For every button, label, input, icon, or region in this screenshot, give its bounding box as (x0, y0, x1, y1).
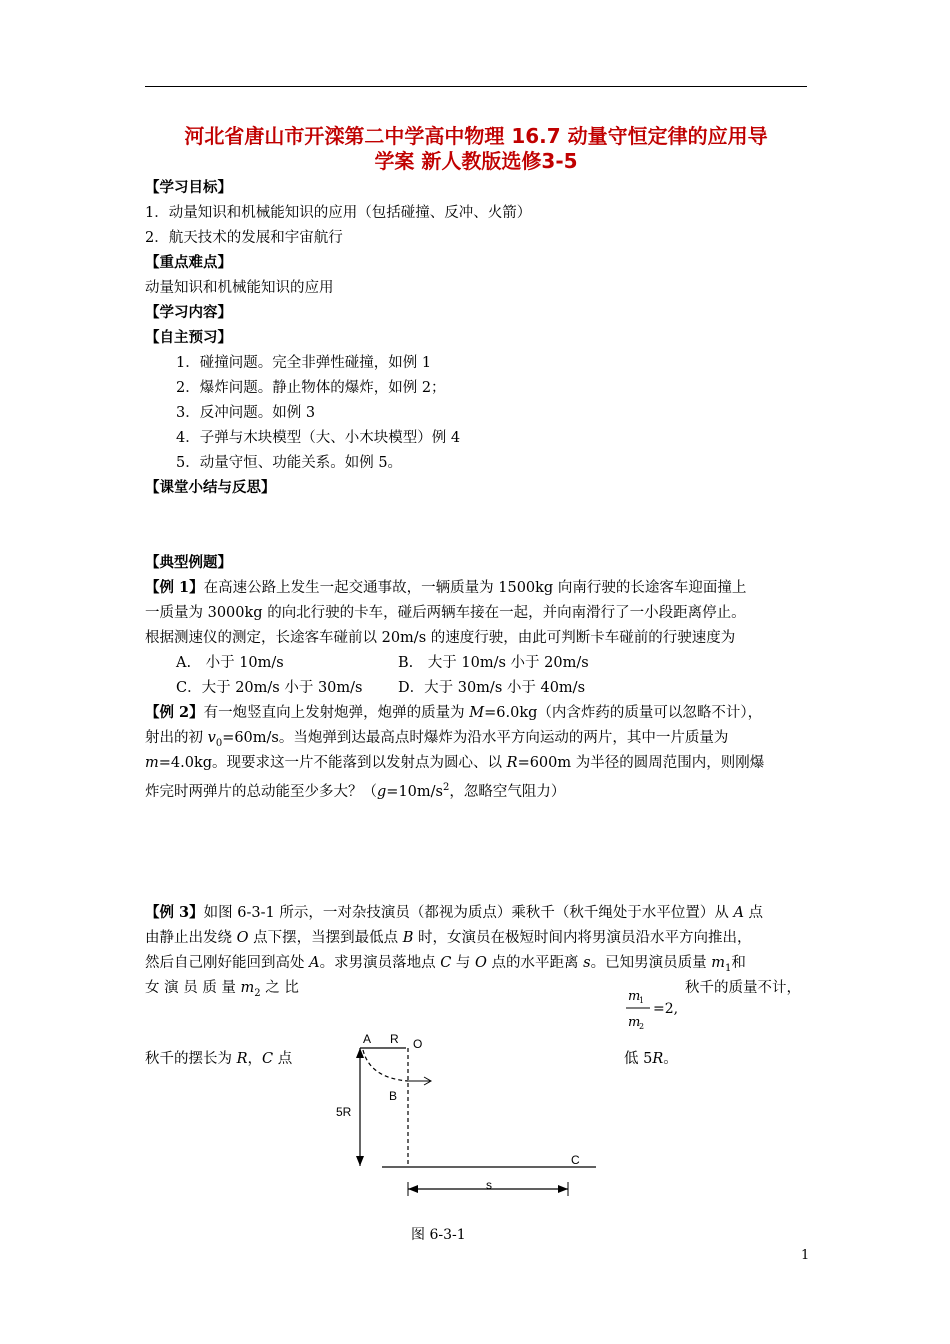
label-r: R (390, 1032, 399, 1046)
ex3-line-4: 女 演 员 质 量 $m_2$ 之 比 (145, 980, 299, 999)
preview-item-2: 2．爆炸问题。静止物体的爆炸，如例 2； (176, 380, 446, 396)
frac-denominator: m (628, 1015, 641, 1030)
label-s: s (486, 1178, 492, 1192)
title-line-1: 河北省唐山市开滦第二中学高中物理 16.7 动量守恒定律的应用导 (184, 124, 768, 148)
key-heading: 【重点难点】 (145, 254, 232, 271)
s-arrow-left (408, 1185, 418, 1193)
ex2-line-2: 射出的初 $v_0=60m/s$。当炮弹到达最高点时爆炸为沿水平方向运动的两片，其中一片质量为 (145, 730, 729, 749)
swing-arc (363, 1050, 408, 1081)
goals-heading: 【学习目标】 (145, 179, 232, 196)
frac-numerator-sub: 1 (639, 996, 645, 1005)
mass-ratio-fraction (624, 984, 684, 1034)
ex2-label: 【例 2】 (145, 704, 204, 721)
figure-caption: 图 6-3-1 (411, 1227, 466, 1243)
goal-1: 1．动量知识和机械能知识的应用（包括碰撞、反冲、火箭） (145, 205, 532, 221)
label-o: O (413, 1037, 423, 1051)
label-5r: 5R (336, 1105, 352, 1119)
key-text: 动量知识和机械能知识的应用 (145, 280, 334, 296)
ex1-option-b: B. 大于 10m/s 小于 20m/s (398, 655, 589, 671)
ex3-label: 【例 3】 (145, 904, 204, 921)
ex3-line-1: 【例 3】如图 6-3-1 所示，一对杂技演员（都视为质点）乘秋千（秋千绳处于水平位置）从 A 点 (145, 904, 764, 921)
ex3-line-2: 由静止出发绕 O 点下摆，当摆到最低点 B 时，女演员在极短时间内将男演员沿水平方向推出， (145, 930, 752, 946)
frac-denominator-sub: 2 (639, 1022, 645, 1031)
label-c: C (571, 1153, 580, 1167)
summary-heading: 【课堂小结与反思】 (145, 479, 276, 496)
ex3-line-3: 然后自己刚好能回到高处 A。求男演员落地点 C 与 O 点的水平距离 s。已知男演员质量 $m_1$和 (145, 955, 746, 974)
ex3-line-5: 秋千的摆长为 R，C 点 (145, 1051, 293, 1067)
ex1-line-3: 根据测速仪的测定，长途客车碰前以 20m/s 的速度行驶，由此可判断卡车碰前的行驶速度为 (145, 630, 736, 646)
label-b: B (389, 1089, 398, 1103)
ex1-option-d: D．大于 30m/s 小于 40m/s (398, 680, 586, 696)
ex3-line-4-right: 秋千的质量不计， (685, 980, 801, 996)
frac-numerator: m (628, 989, 641, 1004)
page-title (145, 124, 807, 174)
preview-item-1: 1．碰撞问题。完全非弹性碰撞，如例 1 (176, 355, 432, 371)
ex2-line-4: 炸完时两弹片的总动能至少多大？（$g=10m/s^2$，忽略空气阻力） (145, 782, 566, 800)
examples-heading: 【典型例题】 (145, 554, 232, 571)
ex3-line-5-right: 低 5R。 (624, 1051, 678, 1067)
ex1-option-c: C．大于 20m/s 小于 30m/s (176, 680, 363, 696)
header-rule (145, 86, 807, 87)
content-heading: 【学习内容】 (145, 304, 232, 321)
ex1-line-1: 【例 1】在高速公路上发生一起交通事故，一辆质量为 1500kg 向南行驶的长途客车迎面撞上 (145, 579, 747, 596)
preview-item-3: 3．反冲问题。如例 3 (176, 405, 316, 421)
preview-heading: 【自主预习】 (145, 329, 232, 346)
swing-figure (330, 1026, 610, 1206)
ex1-option-a: A. 小于 10m/s (176, 655, 284, 671)
ex2-line-3: m=4.0kg。现要求这一片不能落到以发射点为圆心、以 R=600m 为半径的圆周范围内，则刚爆 (145, 755, 765, 771)
title-line-2: 学案 新人教版选修3-5 (374, 149, 578, 173)
label-a: A (363, 1032, 372, 1046)
preview-item-5: 5．动量守恒、功能关系。如例 5。 (176, 455, 403, 471)
s-arrow-right (558, 1185, 568, 1193)
ex2-line-1: 【例 2】有一炮竖直向上发射炮弹，炮弹的质量为 M=6.0kg（内含炸药的质量可以忽略不计）， (145, 704, 763, 721)
goal-2: 2．航天技术的发展和宇宙航行 (145, 230, 343, 246)
height-arrow-top (356, 1048, 364, 1058)
frac-equals: =2, (653, 1001, 679, 1017)
height-arrow-bottom (356, 1156, 364, 1166)
preview-item-4: 4．子弹与木块模型（大、小木块模型）例 4 (176, 430, 461, 446)
page-number: 1 (801, 1248, 810, 1263)
ex1-line-2: 一质量为 3000kg 的向北行驶的卡车，碰后两辆车接在一起，并向南滑行了一小段距离停止。 (145, 605, 746, 621)
ex1-label: 【例 1】 (145, 579, 204, 596)
